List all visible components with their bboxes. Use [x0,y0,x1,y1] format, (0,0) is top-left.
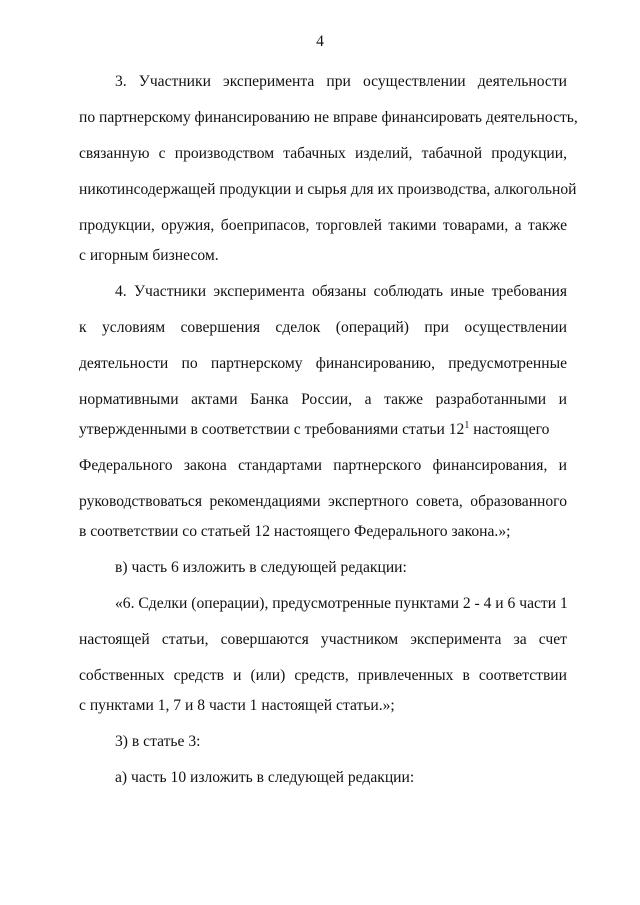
paragraph-4-line-1: 4. Участники эксперимента обязаны соблюдать иные требования [115,283,567,300]
paragraph-4-line-5-text: утвержденными в соответствии с требованиями статьи 12 [79,421,465,438]
paragraph-3-line-3: связанную с производством табачных изделий, табачной продукции, [79,145,567,162]
paragraph-6-line-3: собственных средств и (или) средств, привлеченных в соответствии [79,667,567,684]
paragraph-3-line-1: 3. Участники эксперимента при осуществлении деятельности [115,73,567,90]
paragraph-6-line-4: с пунктами 1, 7 и 8 части 1 настоящей статьи.»; [79,697,395,714]
item-v-heading: в) часть 6 изложить в следующей редакции: [115,559,407,576]
paragraph-4-line-4: нормативными актами Банка России, а также разработанными и [79,391,567,408]
item-3-heading: 3) в статье 3: [115,733,201,750]
paragraph-3-line-2: по партнерскому финансированию не вправе финансировать деятельность, [79,109,578,126]
item-a-heading: а) часть 10 изложить в следующей редакции: [115,769,415,786]
paragraph-4-line-5-tail: настоящего [469,421,550,438]
page-number: 4 [316,33,324,50]
paragraph-6-line-1: «6. Сделки (операции), предусмотренные пунктами 2 - 4 и 6 части 1 [115,595,568,612]
paragraph-3-line-6: с игорным бизнесом. [79,247,219,264]
paragraph-6-line-2: настоящей статьи, совершаются участником эксперимента за счет [79,631,567,648]
paragraph-4-line-6: Федерального закона стандартами партнерского финансирования, и [79,457,567,474]
paragraph-4-line-2: к условиям совершения сделок (операций) при осуществлении [79,319,567,336]
article-superscript: 1 [464,420,470,431]
paragraph-4-line-5 [79,420,567,440]
paragraph-3-line-5: продукции, оружия, боеприпасов, торговлей такими товарами, а также [79,217,567,234]
paragraph-4-line-3: деятельности по партнерскому финансированию, предусмотренные [79,355,567,372]
paragraph-4-line-8: в соответствии со статьей 12 настоящего Федерального закона.»; [79,523,511,540]
paragraph-3-line-4: никотинсодержащей продукции и сырья для их производства, алкогольной [79,181,577,198]
paragraph-4-line-7: руководствоваться рекомендациями экспертного совета, образованного [79,493,567,510]
